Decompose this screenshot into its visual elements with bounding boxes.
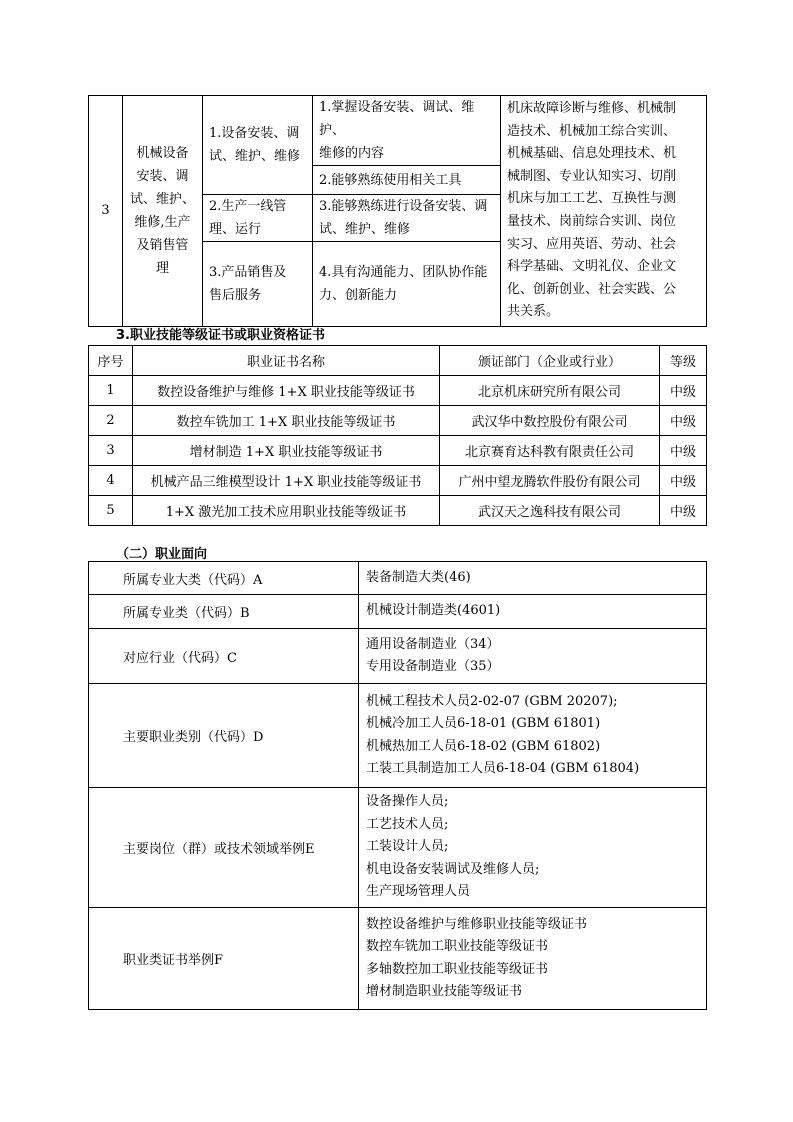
col-header-issuer: 颁证部门（企业或行业） [440,346,660,376]
orientation-table [88,561,707,1010]
task-cell: 2.生产一线管 理、运行 [203,195,313,242]
occupation-task-table [88,95,707,327]
table-row: 主要岗位（群）或技术领域举例E 设备操作人员; 工艺技术人员; 工装设计人员; 机电设备安装调试及维修人员; 生产现场管理人员 [89,788,707,908]
orientation-section-heading: （二）职业面向 [116,547,208,562]
row-number: 3 [89,96,123,327]
table-row: 3 增材制造 1+X 职业技能等级证书 北京赛育达科教有限责任公司 中级 [89,436,707,466]
certificate-table [88,345,707,526]
courses-cell: 机床故障诊断与维修、机械制 造技术、机械加工综合实训、 机械基础、信息处理技术、机 械制图、专业认知实习、切削 机床与加工工艺、互换性与测 量技术、岗前综合实训、岗位 实习、应用英语、劳动、社会 科学基础、文明礼仪、企业文 化、创新创业、社会实践、公 共关系。 [501,96,707,327]
ability-cell: 4.具有沟通能力、团队协作能 力、创新能力 [313,242,501,327]
table-row: 4 机械产品三维模型设计 1+X 职业技能等级证书 广州中望龙腾软件股份有限公司 中级 [89,466,707,496]
certificate-section-heading: 3.职业技能等级证书或职业资格证书 [116,328,325,343]
table-header-row [89,346,707,376]
occupation-field: 机械设备 安装、调 试、维护、 维修,生产 及销售管 理 [123,96,203,327]
table-row: 对应行业（代码）C 通用设备制造业（34） 专用设备制造业（35） [89,629,707,684]
col-header-name: 职业证书名称 [133,346,440,376]
task-cell: 1.设备安装、调 试、维护、维修 [203,96,313,195]
table-row: 5 1+X 激光加工技术应用职业技能等级证书 武汉天之逸科技有限公司 中级 [89,496,707,526]
table-row: 1 数控设备维护与维修 1+X 职业技能等级证书 北京机床研究所有限公司 中级 [89,376,707,406]
table-row: 职业类证书举例F 数控设备维护与维修职业技能等级证书 数控车铣加工职业技能等级证书 多轴数控加工职业技能等级证书 增材制造职业技能等级证书 [89,908,707,1010]
table-row: 所属专业大类（代码）A 装备制造大类(46) [89,562,707,595]
col-header-level: 等级 [660,346,707,376]
col-header-index: 序号 [89,346,133,376]
ability-cell: 1.掌握设备安装、调试、维护、 维修的内容 [313,96,501,166]
table-row: 所属专业类（代码）B 机械设计制造类(4601) [89,595,707,629]
table-row: 主要职业类别（代码）D 机械工程技术人员2-02-07 (GBM 20207); 机械冷加工人员6-18-01 (GBM 61801) 机械热加工人员6-18-02 (GBM 61802) 工装工具制造加工人员6-18-04 (GBM 61804) [89,684,707,788]
ability-cell: 2.能够熟练使用相关工具 [313,166,501,195]
task-cell: 3.产品销售及 售后服务 [203,242,313,327]
table-row: 2 数控车铣加工 1+X 职业技能等级证书 武汉华中数控股份有限公司 中级 [89,406,707,436]
ability-cell: 3.能够熟练进行设备安装、调 试、维护、维修 [313,195,501,242]
